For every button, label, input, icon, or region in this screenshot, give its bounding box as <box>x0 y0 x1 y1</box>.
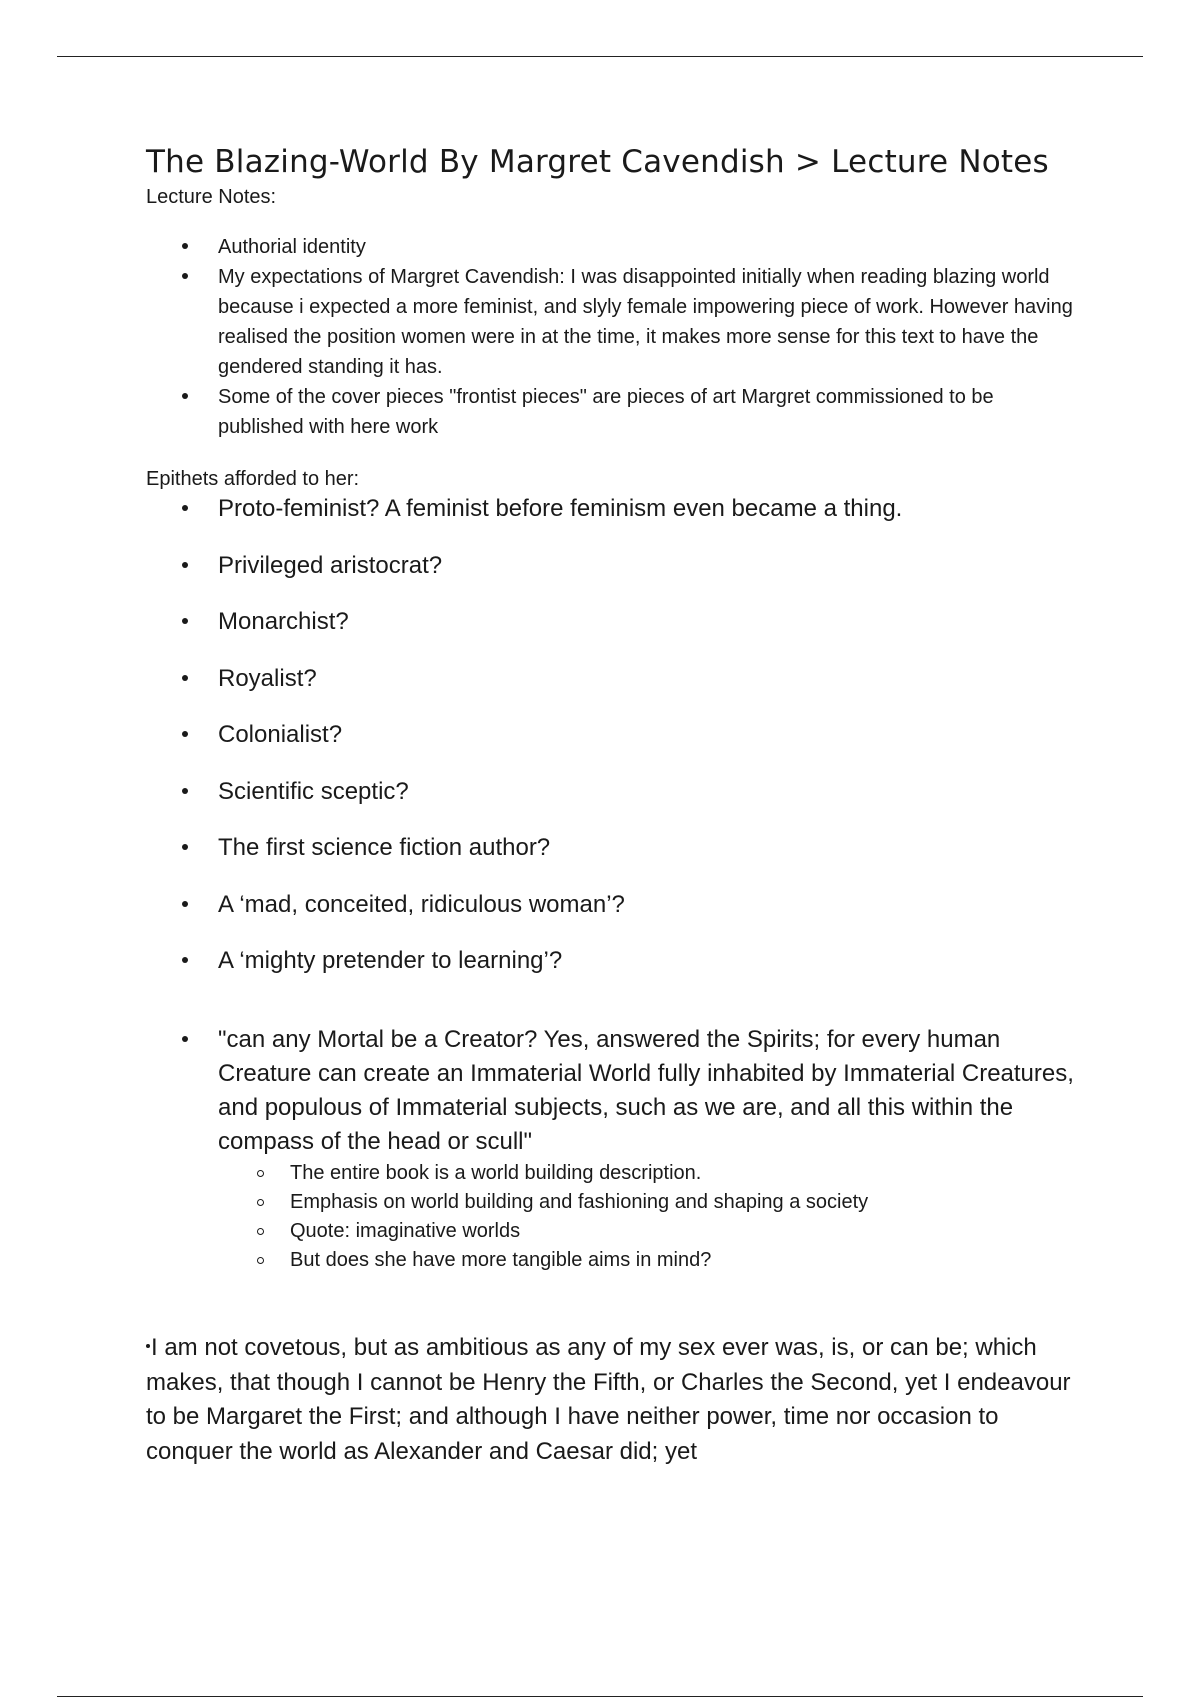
list-item <box>146 1188 1076 1217</box>
circle-bullet-icon <box>257 1228 264 1235</box>
list-item <box>146 549 1076 582</box>
bullet-icon <box>182 957 188 963</box>
epithets-label: Epithets afforded to her: <box>146 468 360 490</box>
header-rule <box>57 56 1143 57</box>
bullet-icon <box>182 731 188 737</box>
bullet-icon <box>182 618 188 624</box>
list-item <box>146 1217 1076 1246</box>
closing-quote <box>146 1331 1076 1469</box>
list-item-text: The entire book is a world building description. <box>290 1162 702 1184</box>
list-item <box>146 775 1076 808</box>
bullet-icon <box>182 505 188 511</box>
list-item <box>146 888 1076 921</box>
quote-list <box>146 1023 1076 1275</box>
list-item <box>146 944 1076 977</box>
list-item <box>146 1246 1076 1275</box>
circle-bullet-icon <box>257 1170 264 1177</box>
list-item-text: Emphasis on world building and fashioning and shaping a society <box>290 1191 869 1213</box>
list-item <box>146 718 1076 751</box>
bullet-icon <box>182 788 188 794</box>
quote-item <box>146 1023 1076 1275</box>
list-item <box>146 382 1076 442</box>
epithets-list <box>146 492 1076 977</box>
list-item-text: A ‘mighty pretender to learning’? <box>218 947 563 974</box>
list-item <box>146 1159 1076 1188</box>
list-item <box>146 232 1076 262</box>
footer-rule <box>57 1696 1143 1697</box>
lecture-points-list <box>146 232 1076 442</box>
list-item-text: Colonialist? <box>218 721 343 748</box>
list-item-text: But does she have more tangible aims in mind? <box>290 1249 712 1271</box>
list-item-text: The first science fiction author? <box>218 834 551 861</box>
lecture-notes-label: Lecture Notes: <box>146 186 277 208</box>
list-item <box>146 831 1076 864</box>
bullet-icon <box>182 243 188 249</box>
circle-bullet-icon <box>257 1199 264 1206</box>
document-page <box>146 143 1076 1469</box>
list-item-text: My expectations of Margret Cavendish: I was disappointed initially when reading blazing world because i expected a more feminist, and slyly female impowering piece of work. However having realised the position women were in at the time, it makes more sense for this text to have the gendered standing it has. <box>218 266 1073 378</box>
list-item-text: A ‘mad, conceited, ridiculous woman’? <box>218 890 625 918</box>
circle-bullet-icon <box>257 1257 264 1264</box>
closing-quote-text: I am not covetous, but as ambitious as any of my sex ever was, is, or can be; which makes, that though I cannot be Henry the Fifth, or Charles the Second, yet I endeavour to be Margaret the First; and although I have neither power, time nor occasion to conquer the world as Alexander and Caesar did; yet <box>146 1334 1071 1465</box>
quote-notes-list <box>218 1159 1076 1275</box>
document-title: The Blazing-World By Margret Cavendish > Lecture Notes <box>146 144 1049 180</box>
bullet-icon <box>182 393 188 399</box>
quote-text: "can any Mortal be a Creator? Yes, answered the Spirits; for every human Creature can create an Immaterial World fully inhabited by Immaterial Creatures, and populous of Immaterial subjects, such as we are, and all this within the compass of the head or scull" <box>218 1026 1074 1155</box>
list-item-text: Monarchist? <box>218 608 349 635</box>
list-item-text: Scientific sceptic? <box>218 777 409 805</box>
bullet-icon <box>146 1344 150 1348</box>
list-item-text: Quote: imaginative worlds <box>290 1220 521 1242</box>
list-item-text: Authorial identity <box>218 236 366 258</box>
list-item <box>146 605 1076 638</box>
list-item-text: Privileged aristocrat? <box>218 551 443 579</box>
bullet-icon <box>182 273 188 279</box>
bullet-icon <box>182 675 188 681</box>
bullet-icon <box>182 844 188 850</box>
bullet-icon <box>182 1036 188 1042</box>
list-item-text: Some of the cover pieces "frontist pieces" are pieces of art Margret commissioned to be published with here work <box>218 386 994 438</box>
list-item <box>146 492 1076 525</box>
list-item-text: Proto-feminist? A feminist before feminism even became a thing. <box>218 495 903 522</box>
bullet-icon <box>182 562 188 568</box>
bullet-icon <box>182 901 188 907</box>
list-item <box>146 262 1076 382</box>
list-item <box>146 662 1076 695</box>
list-item-text: Royalist? <box>218 664 317 692</box>
